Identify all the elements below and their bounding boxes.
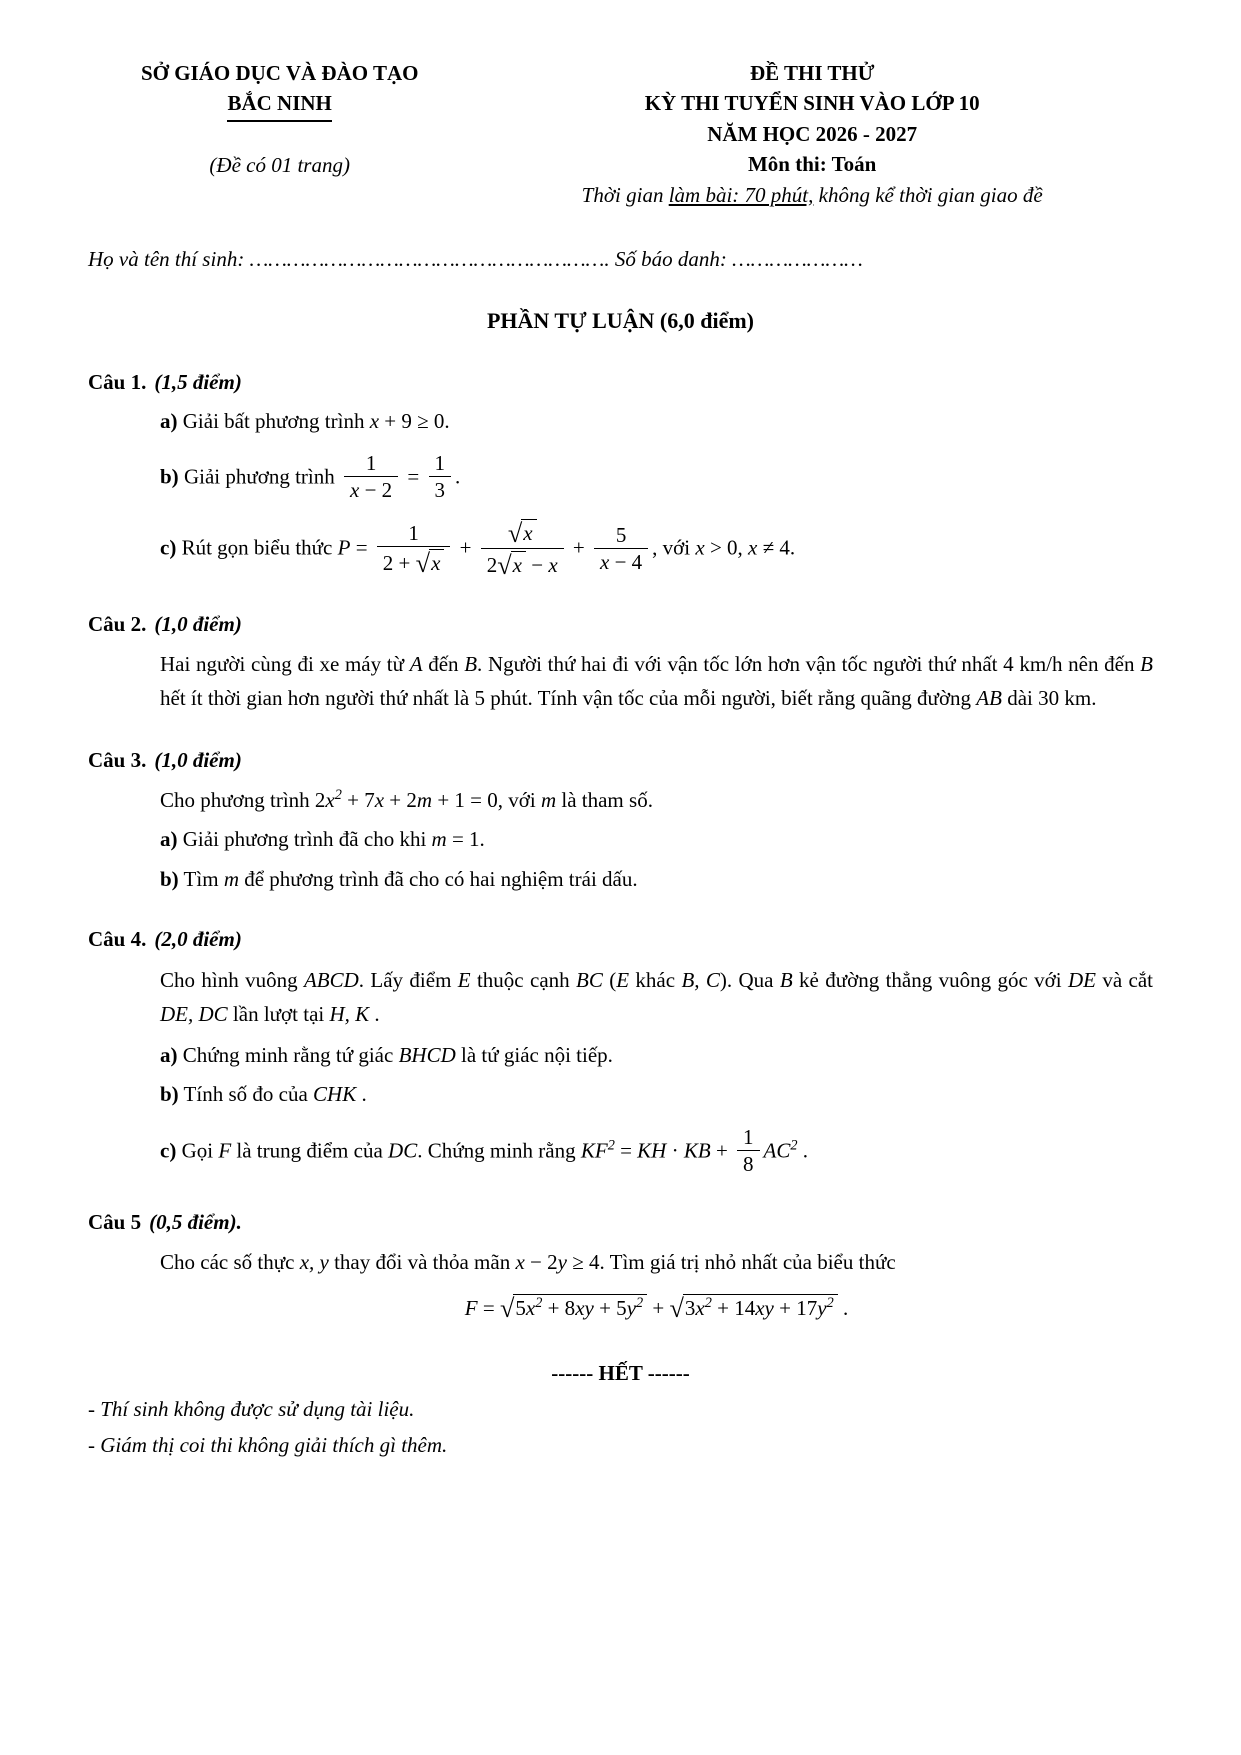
exam-type: ĐỀ THI THỬ bbox=[749, 61, 875, 85]
text-run: để phương trình đã cho có hai nghiệm trái dấu. bbox=[238, 866, 638, 891]
text-run: kẻ đường thẳng vuông góc với bbox=[792, 967, 1068, 992]
question-4 bbox=[88, 924, 1153, 1176]
question-1-item-b bbox=[160, 451, 1153, 503]
radical-sign: √ bbox=[507, 519, 523, 549]
superscript: 2 bbox=[704, 1295, 712, 1312]
question-4-body bbox=[160, 963, 1153, 1177]
department-line1: SỞ GIÁO DỤC VÀ ĐÀO TẠO bbox=[140, 61, 419, 85]
header-right-block bbox=[471, 58, 1153, 210]
text-run: + 14 bbox=[711, 1296, 756, 1321]
text-run: thuộc cạnh bbox=[470, 967, 577, 992]
text-run: là tứ giác nội tiếp. bbox=[455, 1042, 613, 1067]
text-run: Cho phương trình 2 bbox=[160, 787, 326, 812]
question-2-body bbox=[160, 647, 1153, 715]
fraction-denominator bbox=[594, 548, 648, 573]
question-5-paragraph bbox=[160, 1245, 1153, 1279]
text-run: hết ít thời gian hơn người thứ nhất là 5 phút. Tính vận tốc của mỗi người, biết rằng quãng đường bbox=[160, 686, 977, 711]
math-variable: BHCD bbox=[398, 1042, 456, 1067]
question-3-intro bbox=[160, 785, 1153, 815]
text-run: > 0, bbox=[704, 536, 749, 561]
radicand bbox=[513, 1294, 647, 1320]
math-variable: m bbox=[540, 787, 557, 812]
text-run: . bbox=[837, 1296, 849, 1321]
math-variable: DC bbox=[388, 1137, 418, 1162]
math-variable: y bbox=[626, 1296, 637, 1321]
question-1 bbox=[88, 367, 1153, 579]
math-variable: m bbox=[223, 866, 239, 891]
question-1-heading bbox=[88, 367, 1153, 397]
math-variable: m bbox=[431, 827, 447, 852]
text-run: = 1. bbox=[446, 827, 485, 852]
math-variable: x bbox=[548, 552, 558, 577]
math-variable: E bbox=[457, 967, 471, 992]
item-label: c) bbox=[160, 1137, 177, 1162]
exam-header bbox=[88, 58, 1153, 210]
fraction bbox=[737, 1126, 760, 1175]
question-4-paragraph bbox=[160, 963, 1153, 1031]
math-variable: B bbox=[464, 652, 478, 677]
math-variable: xy bbox=[575, 1296, 594, 1321]
question-3-heading bbox=[88, 745, 1153, 775]
fraction-numerator bbox=[377, 522, 451, 546]
radicand bbox=[511, 551, 526, 577]
math-variable: H, K bbox=[329, 1001, 370, 1026]
text-run: + 1 = 0, với bbox=[432, 787, 541, 812]
text-run: ). Qua bbox=[719, 967, 780, 992]
text-run: . bbox=[455, 464, 461, 489]
math-variable: xy bbox=[755, 1296, 774, 1321]
question-5 bbox=[88, 1207, 1153, 1324]
superscript: 2 bbox=[607, 1136, 615, 1153]
fraction-numerator bbox=[344, 452, 398, 476]
item-label: b) bbox=[160, 1082, 179, 1107]
text-run: Chứng minh rằng tứ giác bbox=[177, 1042, 399, 1067]
math-variable: CHK bbox=[313, 1082, 357, 1107]
superscript: 2 bbox=[636, 1295, 644, 1312]
item-label: b) bbox=[160, 464, 179, 489]
text-run: 8 bbox=[743, 1151, 754, 1176]
math-variable: y bbox=[557, 1250, 567, 1275]
text-run: . Chứng minh rằng bbox=[417, 1137, 581, 1162]
radicand bbox=[521, 519, 536, 545]
question-3 bbox=[88, 745, 1153, 894]
fraction-denominator bbox=[344, 476, 398, 501]
header-left-block bbox=[88, 58, 471, 210]
text-run: + 9 ≥ 0. bbox=[379, 408, 450, 433]
question-5-points: (0,5 điểm). bbox=[149, 1209, 242, 1234]
square-root bbox=[670, 1293, 838, 1323]
math-variable: x bbox=[525, 1296, 536, 1321]
math-variable: x bbox=[325, 787, 335, 812]
text-run: = bbox=[402, 464, 425, 489]
fraction bbox=[429, 452, 452, 501]
superscript: 2 bbox=[826, 1295, 834, 1312]
math-variable: KB bbox=[683, 1137, 711, 1162]
math-variable: F bbox=[218, 1137, 232, 1162]
text-run: Giải phương trình đã cho khi bbox=[177, 827, 432, 852]
text-run: = bbox=[614, 1137, 638, 1162]
math-variable: BC bbox=[576, 967, 603, 992]
math-variable: ABCD bbox=[303, 967, 359, 992]
math-variable: x bbox=[512, 552, 522, 577]
math-variable: KH bbox=[637, 1137, 667, 1162]
fraction-numerator bbox=[737, 1126, 760, 1150]
text-run: · bbox=[666, 1137, 684, 1162]
question-5-label: Câu 5 bbox=[88, 1209, 142, 1234]
footnote-2: - Giám thị coi thi không giải thích gì thêm. bbox=[88, 1433, 448, 1458]
text-run: . Người thứ hai đi với vận tốc lớn hơn vận tốc người thứ nhất 4 km/h nên đến bbox=[477, 652, 1141, 677]
question-4-label: Câu 4. bbox=[88, 927, 147, 952]
text-run: − bbox=[525, 552, 549, 577]
fraction-numerator bbox=[594, 524, 648, 548]
text-run: thay đổi và thỏa mãn bbox=[328, 1250, 516, 1275]
text-run: 2 + bbox=[382, 550, 416, 575]
text-run: 1 bbox=[365, 451, 377, 476]
fraction-denominator bbox=[429, 476, 452, 501]
question-2-heading bbox=[88, 609, 1153, 639]
math-variable: x, y bbox=[299, 1250, 329, 1275]
fraction bbox=[594, 524, 648, 573]
math-variable: x bbox=[350, 478, 360, 503]
text-run: − 2 bbox=[359, 478, 393, 503]
square-root bbox=[415, 548, 445, 578]
math-variable: m bbox=[416, 787, 433, 812]
text-run: đến bbox=[422, 652, 465, 677]
question-5-heading bbox=[88, 1207, 1153, 1237]
math-variable: DE, DC bbox=[160, 1001, 228, 1026]
text-run: . bbox=[369, 1001, 380, 1026]
item-label: b) bbox=[160, 866, 179, 891]
text-run: Rút gọn biểu thức bbox=[176, 536, 338, 561]
text-run: Giải phương trình bbox=[178, 464, 340, 489]
radicand bbox=[683, 1294, 838, 1320]
math-variable: x bbox=[523, 521, 533, 546]
department-line2 bbox=[88, 88, 471, 121]
text-run: 1 bbox=[743, 1124, 754, 1149]
radical-sign: √ bbox=[497, 550, 512, 580]
section-title: PHẦN TỰ LUẬN (6,0 điểm) bbox=[486, 307, 755, 333]
text-run: là trung điểm của bbox=[231, 1137, 389, 1162]
question-2-points: (1,0 điểm) bbox=[154, 611, 242, 636]
question-4-item-b bbox=[160, 1079, 1153, 1109]
duration-line bbox=[471, 180, 1153, 210]
radical-sign: √ bbox=[415, 548, 431, 578]
candidate-id-dots: ………………… bbox=[732, 247, 863, 272]
math-variable: x bbox=[374, 787, 385, 812]
text-run: = bbox=[350, 536, 373, 561]
math-variable: P bbox=[337, 536, 351, 561]
question-2-paragraph bbox=[160, 647, 1153, 715]
question-5-body bbox=[160, 1245, 1153, 1323]
question-1-item-a bbox=[160, 406, 1153, 436]
radicand bbox=[429, 549, 444, 575]
question-4-item-c bbox=[160, 1124, 1153, 1177]
math-variable: x bbox=[748, 536, 758, 561]
text-run: Cho các số thực bbox=[160, 1250, 300, 1275]
text-run: lần lượt tại bbox=[227, 1001, 330, 1026]
page-count-note: (Đề có 01 trang) bbox=[209, 152, 350, 177]
question-1-label: Câu 1. bbox=[88, 369, 147, 394]
fraction bbox=[344, 452, 398, 501]
item-label: c) bbox=[160, 536, 177, 561]
question-4-points: (2,0 điểm) bbox=[154, 927, 242, 952]
math-variable: B, C bbox=[681, 967, 720, 992]
text-run: . bbox=[797, 1137, 809, 1162]
text-run: ≥ 4. Tìm giá trị nhỏ nhất của biểu thức bbox=[566, 1250, 896, 1275]
text-run: − 2 bbox=[524, 1250, 558, 1275]
text-run: 1 bbox=[408, 520, 419, 545]
text-run: + bbox=[454, 536, 477, 561]
text-run: Hai người cùng đi xe máy từ bbox=[160, 652, 410, 677]
text-run: + 5 bbox=[593, 1296, 627, 1321]
question-4-heading bbox=[88, 924, 1153, 954]
text-run: 2 bbox=[486, 552, 498, 577]
math-variable: x bbox=[431, 550, 441, 575]
candidate-name-label: Họ và tên thí sinh: bbox=[88, 247, 250, 272]
math-variable: x bbox=[695, 1296, 705, 1321]
end-marker: ------ HẾT ------ bbox=[551, 1360, 690, 1385]
text-run: là tham số. bbox=[556, 787, 653, 812]
superscript: 2 bbox=[535, 1295, 543, 1312]
subject-line: Môn thi: Toán bbox=[747, 152, 877, 177]
text-run: 3 bbox=[434, 478, 446, 503]
candidate-info-line bbox=[88, 244, 1153, 274]
duration-prefix: Thời gian bbox=[581, 182, 669, 207]
text-run: . bbox=[356, 1082, 367, 1107]
text-run: − 4 bbox=[609, 549, 643, 574]
text-run: 1 bbox=[434, 451, 446, 476]
radical-sign: √ bbox=[669, 1294, 684, 1324]
question-5-formula bbox=[160, 1293, 1153, 1323]
text-run: Tính số đo của bbox=[178, 1082, 314, 1107]
text-run: . Lấy điểm bbox=[358, 967, 458, 992]
radical-sign: √ bbox=[499, 1294, 515, 1324]
question-1-item-c bbox=[160, 521, 1153, 579]
fraction-numerator bbox=[481, 519, 564, 547]
question-1-body bbox=[160, 406, 1153, 579]
question-4-item-a bbox=[160, 1040, 1153, 1070]
fraction-numerator bbox=[429, 452, 452, 476]
math-variable: KF bbox=[580, 1137, 608, 1162]
question-3-body bbox=[160, 785, 1153, 894]
text-run: + 17 bbox=[773, 1296, 818, 1321]
item-label: a) bbox=[160, 827, 178, 852]
text-run: + bbox=[647, 1296, 670, 1321]
math-variable: x bbox=[695, 536, 705, 561]
question-3-label: Câu 3. bbox=[88, 748, 147, 773]
text-run: + 7 bbox=[341, 787, 375, 812]
math-variable: A bbox=[409, 652, 423, 677]
math-variable: x bbox=[369, 408, 380, 433]
text-run: dài 30 km. bbox=[1001, 686, 1097, 711]
math-variable: E bbox=[616, 967, 630, 992]
fraction-denominator bbox=[377, 546, 451, 578]
text-run: ( bbox=[602, 967, 617, 992]
question-1-points: (1,5 điểm) bbox=[154, 369, 242, 394]
square-root bbox=[497, 550, 526, 580]
math-variable: AC bbox=[763, 1137, 791, 1162]
superscript: 2 bbox=[334, 786, 342, 803]
item-label: a) bbox=[160, 1042, 178, 1067]
math-variable: y bbox=[817, 1296, 827, 1321]
math-variable: B bbox=[1140, 652, 1153, 677]
text-run: + bbox=[710, 1137, 734, 1162]
math-variable: B bbox=[779, 967, 793, 992]
text-run: 5 bbox=[515, 1296, 526, 1321]
exam-title: KỲ THI TUYỂN SINH VÀO LỚP 10 bbox=[644, 91, 980, 116]
square-root bbox=[500, 1293, 647, 1323]
text-run: Tìm bbox=[178, 866, 224, 891]
item-label: a) bbox=[160, 408, 178, 433]
fraction bbox=[481, 519, 564, 580]
question-2 bbox=[88, 609, 1153, 715]
question-3-item-b bbox=[160, 864, 1153, 894]
candidate-name-dots: …………………………………………………. bbox=[249, 247, 610, 272]
question-3-item-a bbox=[160, 824, 1153, 854]
text-run: , với bbox=[652, 536, 696, 561]
question-2-label: Câu 2. bbox=[88, 611, 147, 636]
duration-underlined: làm bài: 70 phút, bbox=[668, 182, 814, 207]
text-run: Gọi bbox=[176, 1137, 219, 1162]
text-run: khác bbox=[629, 967, 682, 992]
math-variable: AB bbox=[976, 686, 1002, 711]
text-run: Cho hình vuông bbox=[160, 967, 304, 992]
fraction bbox=[377, 520, 451, 578]
math-variable: x bbox=[515, 1250, 525, 1275]
text-run: + 2 bbox=[384, 787, 417, 812]
fraction-denominator bbox=[481, 548, 564, 580]
text-run: = bbox=[477, 1296, 500, 1321]
text-run: + bbox=[567, 536, 590, 561]
text-run: 5 bbox=[615, 522, 627, 547]
province-name: BẮC NINH bbox=[227, 88, 331, 121]
math-variable: F bbox=[464, 1296, 478, 1321]
fraction-denominator bbox=[737, 1150, 760, 1175]
text-run: và cắt bbox=[1095, 967, 1154, 992]
question-3-points: (1,0 điểm) bbox=[154, 748, 242, 773]
math-variable: DE bbox=[1067, 967, 1096, 992]
math-variable: x bbox=[600, 549, 610, 574]
text-run: 3 bbox=[684, 1296, 696, 1321]
text-run: Giải bất phương trình bbox=[177, 408, 370, 433]
superscript: 2 bbox=[790, 1136, 798, 1153]
footnote-1: - Thí sinh không được sử dụng tài liệu. bbox=[88, 1396, 415, 1421]
text-run: + 8 bbox=[542, 1296, 576, 1321]
duration-suffix: không kể thời gian giao đề bbox=[813, 182, 1043, 207]
text-run: ≠ 4. bbox=[757, 536, 796, 561]
school-year: NĂM HỌC 2026 - 2027 bbox=[707, 121, 918, 146]
square-root bbox=[507, 519, 537, 549]
candidate-id-label: Số báo danh: bbox=[609, 247, 733, 272]
